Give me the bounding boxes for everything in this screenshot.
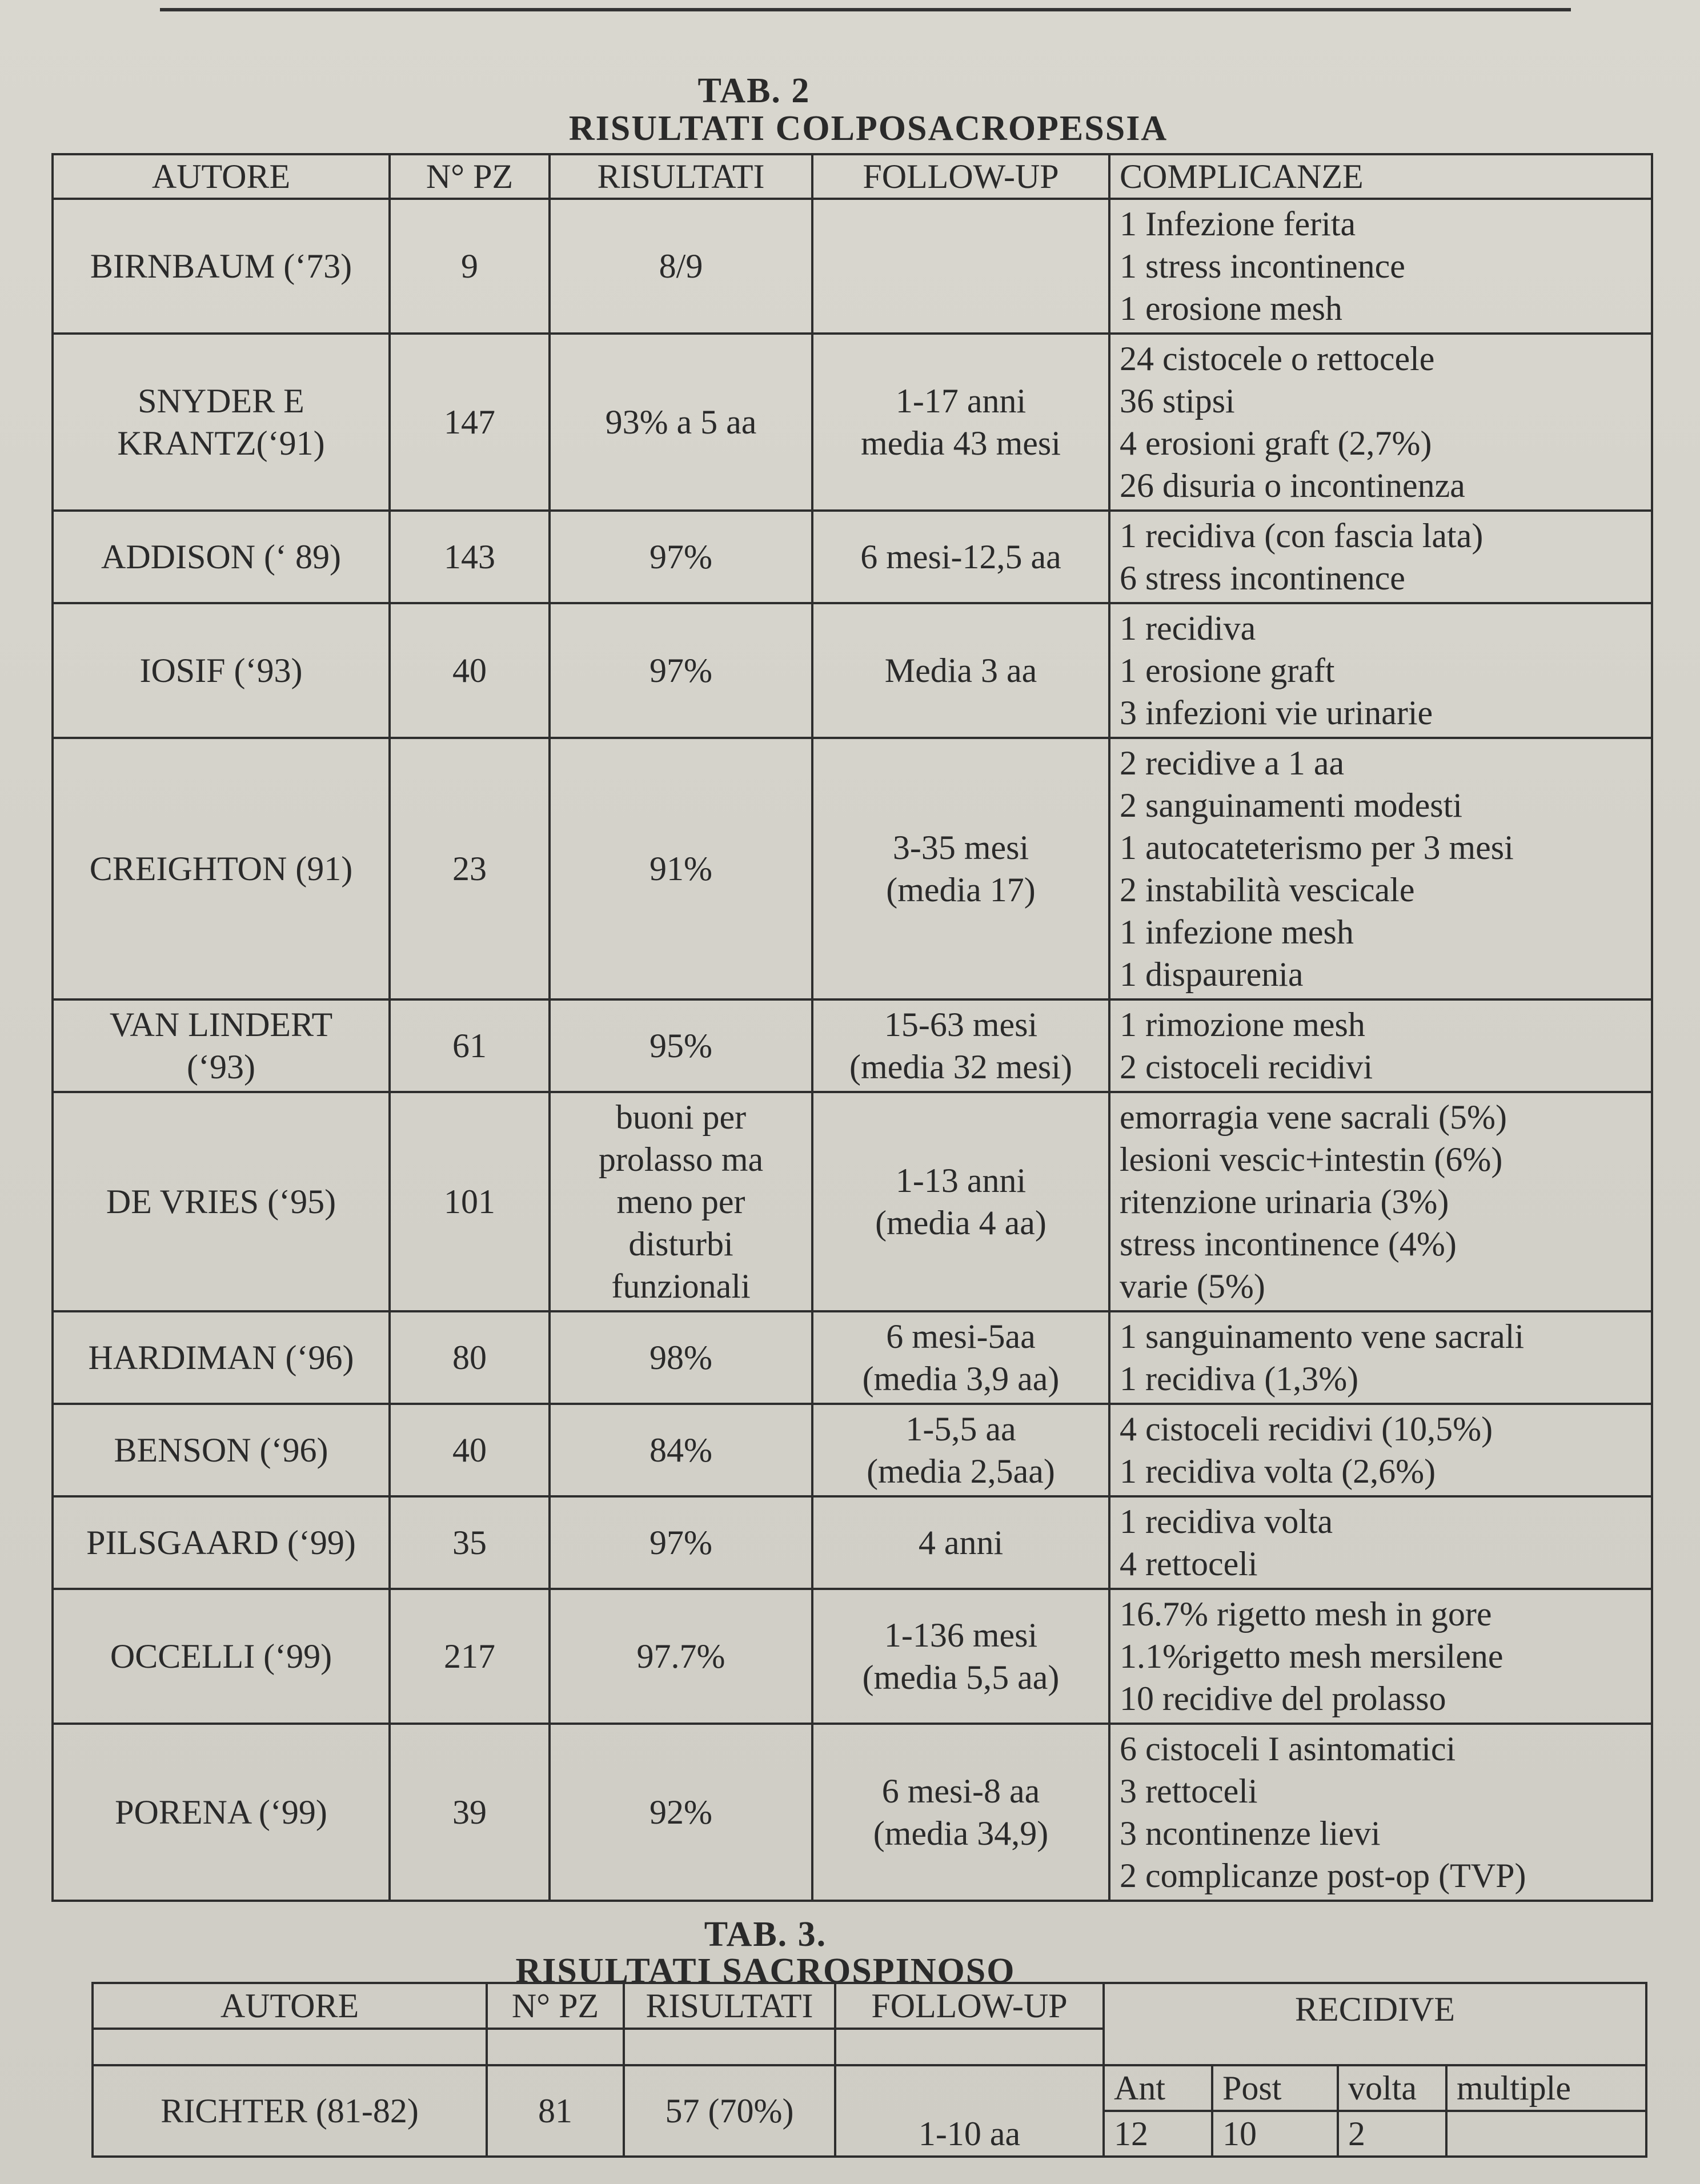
cell-autore (53, 199, 390, 334)
cell-autore-line: PORENA (‘99) (115, 1793, 327, 1831)
cell-autore-line: VAN LINDERT (109, 1006, 333, 1043)
table-row (53, 1092, 1652, 1311)
cell-complicanze-line: 1 sanguinamento vene sacrali (1120, 1318, 1525, 1355)
table-row (53, 999, 1652, 1092)
cell-followup (812, 1311, 1109, 1404)
cell-followup-line: 15-63 mesi (884, 1006, 1038, 1043)
cell-autore (53, 1589, 390, 1724)
cell-autore (53, 603, 390, 738)
cell-risultati-line: 84% (649, 1431, 712, 1469)
subheader-ant: Ant (1104, 2065, 1212, 2111)
cell-followup-line: (media 4 aa) (875, 1204, 1047, 1242)
cell-complicanze-line: 3 rettoceli (1120, 1772, 1258, 1810)
cell-risultati-line: disturbi (628, 1225, 733, 1263)
cell-complicanze-line: 6 cistoceli I asintomatici (1120, 1730, 1456, 1768)
cell-risultati-line: buoni per (615, 1098, 747, 1136)
cell-autore-line: KRANTZ(‘91) (117, 424, 325, 462)
cell-risultati-line: 97% (649, 538, 712, 576)
cell-autore (53, 738, 390, 999)
cell-complicanze-line: 16.7% rigetto mesh in gore (1120, 1595, 1492, 1633)
header-followup: FOLLOW-UP (812, 154, 1109, 199)
cell-complicanze-line: 4 erosioni graft (2,7%) (1120, 424, 1432, 462)
cell-complicanze (1109, 1496, 1652, 1589)
table-row (53, 1724, 1652, 1901)
cell-complicanze-line: emorragia vene sacrali (5%) (1120, 1098, 1507, 1136)
cell-autore-line: PILSGAARD (‘99) (86, 1524, 356, 1561)
cell-npz: 101 (390, 1092, 550, 1311)
cell-followup (812, 738, 1109, 999)
cell-risultati-line: 92% (649, 1793, 712, 1831)
cell-complicanze-line: ritenzione urinaria (3%) (1120, 1183, 1449, 1221)
cell-risultati-line: 93% a 5 aa (605, 403, 757, 441)
subheader-post: Post (1212, 2065, 1338, 2111)
cell-autore (53, 1092, 390, 1311)
cell-complicanze-line: 1 recidiva (1120, 609, 1256, 647)
cell-risultati (550, 1724, 812, 1901)
cell-multiple (1446, 2111, 1646, 2157)
table-row (53, 1311, 1652, 1404)
cell-followup (812, 1092, 1109, 1311)
cell-complicanze-line: 3 infezioni vie urinarie (1120, 694, 1433, 732)
cell-risultati (550, 1311, 812, 1404)
cell-complicanze-line: 26 disuria o incontinenza (1120, 467, 1465, 504)
tab2-body (53, 154, 1652, 1901)
cell-risultati (550, 199, 812, 334)
cell-risultati-line: 97.7% (636, 1637, 725, 1675)
cell-autore-line: BIRNBAUM (‘73) (90, 247, 352, 285)
cell-complicanze-line: 36 stipsi (1120, 382, 1235, 420)
cell-complicanze-line: 2 recidive a 1 aa (1120, 744, 1345, 782)
cell-npz: 40 (390, 1404, 550, 1496)
cell-followup (812, 1496, 1109, 1589)
cell-complicanze-line: 1 rimozione mesh (1120, 1006, 1365, 1043)
subheader-multiple: multiple (1446, 2065, 1646, 2111)
cell-complicanze (1109, 511, 1652, 603)
cell-risultati-line: prolasso ma (598, 1141, 764, 1178)
cell-followup-line: (media 5,5 aa) (862, 1659, 1060, 1696)
table-row (53, 1404, 1652, 1496)
cell-followup-line: (media 34,9) (873, 1814, 1049, 1852)
cell-complicanze-line: 10 recidive del prolasso (1120, 1680, 1446, 1717)
top-rule (160, 8, 1571, 11)
cell-npz: 217 (390, 1589, 550, 1724)
cell-autore-line: CREIGHTON (91) (89, 850, 353, 888)
cell-complicanze-line: 4 rettoceli (1120, 1545, 1258, 1583)
cell-risultati-line: 91% (649, 850, 712, 888)
cell-complicanze-line: 1 Infezione ferita (1120, 205, 1356, 243)
cell-complicanze-line: 2 instabilità vescicale (1120, 871, 1415, 909)
cell-complicanze-line: varie (5%) (1120, 1267, 1265, 1305)
table-row (53, 603, 1652, 738)
cell-autore (53, 334, 390, 511)
cell-complicanze-line: 1 erosione mesh (1120, 290, 1342, 327)
cell-followup-line: 1-17 anni (895, 382, 1027, 420)
cell-risultati (550, 1404, 812, 1496)
tab3-header-row (93, 1983, 1646, 2029)
cell-followup-line: 1-13 anni (895, 1162, 1027, 1199)
cell-autore-line: IOSIF (‘93) (139, 652, 303, 689)
cell-complicanze-line: 2 cistoceli recidivi (1120, 1048, 1373, 1086)
cell-complicanze-line: stress incontinence (4%) (1120, 1225, 1457, 1263)
cell-complicanze (1109, 999, 1652, 1092)
empty-cell (624, 2029, 835, 2065)
cell-complicanze-line: 1 recidiva (con fascia lata) (1120, 517, 1484, 555)
table-row (53, 199, 1652, 334)
cell-autore (53, 999, 390, 1092)
table-row (53, 738, 1652, 999)
cell-complicanze-line: 6 stress incontinence (1120, 559, 1405, 597)
cell-npz: 147 (390, 334, 550, 511)
cell-followup-line: media 43 mesi (861, 424, 1061, 462)
tab2-title: RISULTATI COLPOSACROPESSIA (568, 109, 1168, 148)
cell-autore-line: SNYDER E (138, 382, 304, 420)
tab3-data-row (93, 2065, 1646, 2111)
cell-npz: 80 (390, 1311, 550, 1404)
header-recidive (1104, 1983, 1646, 2065)
header-recidive-label: RECIDIVE (1295, 1990, 1455, 2028)
cell-followup (812, 1724, 1109, 1901)
cell-autore (53, 1724, 390, 1901)
cell-npz: 40 (390, 603, 550, 738)
cell-complicanze (1109, 1311, 1652, 1404)
cell-npz: 61 (390, 999, 550, 1092)
cell-autore (53, 1496, 390, 1589)
cell-followup (812, 999, 1109, 1092)
cell-risultati (550, 1092, 812, 1311)
cell-risultati-line: 98% (649, 1339, 712, 1376)
cell-npz: 39 (390, 1724, 550, 1901)
cell-autore (53, 1311, 390, 1404)
cell-complicanze-line: 1 recidiva (1,3%) (1120, 1360, 1359, 1398)
cell-risultati-line: funzionali (611, 1267, 751, 1305)
cell-risultati (550, 511, 812, 603)
cell-npz: 35 (390, 1496, 550, 1589)
cell-followup-line: 1-136 mesi (884, 1616, 1038, 1654)
cell-complicanze-line: 1 dispaurenia (1120, 956, 1304, 993)
cell-complicanze-line: 24 cistocele o rettocele (1120, 340, 1435, 378)
tab3-title: RISULTATI SACROSPINOSO (515, 1952, 1016, 1990)
cell-followup-line: 1-5,5 aa (905, 1410, 1016, 1448)
cell-complicanze-line: 1 infezione mesh (1120, 913, 1354, 951)
cell-ant: 12 (1104, 2111, 1212, 2157)
cell-followup-line: (media 32 mesi) (849, 1048, 1072, 1086)
table-row (53, 334, 1652, 511)
cell-complicanze-line: 1.1%rigetto mesh mersilene (1120, 1637, 1503, 1675)
cell-volta: 2 (1338, 2111, 1446, 2157)
cell-risultati-line: meno per (616, 1183, 745, 1221)
cell-followup: 1-10 aa (835, 2065, 1104, 2157)
cell-complicanze-line: 1 recidiva volta (2,6%) (1120, 1452, 1436, 1490)
cell-autore-line: BENSON (‘96) (114, 1431, 328, 1469)
cell-risultati-line: 95% (649, 1027, 712, 1065)
cell-followup-line: (media 17) (886, 871, 1036, 909)
cell-followup (812, 511, 1109, 603)
cell-risultati (550, 334, 812, 511)
cell-risultati-line: 97% (649, 1524, 712, 1561)
cell-complicanze (1109, 738, 1652, 999)
cell-autore-line: HARDIMAN (‘96) (88, 1339, 354, 1376)
cell-followup-line: Media 3 aa (884, 652, 1037, 689)
cell-autore-line: DE VRIES (‘95) (106, 1183, 336, 1221)
cell-complicanze-line: 2 sanguinamenti modesti (1120, 786, 1462, 824)
subheader-volta: volta (1338, 2065, 1446, 2111)
cell-followup (812, 1589, 1109, 1724)
tab3-number: TAB. 3. (704, 1915, 827, 1954)
tab3-table (91, 1982, 1647, 2158)
cell-autore (53, 511, 390, 603)
cell-npz: 143 (390, 511, 550, 603)
tab2-header-row (53, 154, 1652, 199)
cell-risultati (550, 738, 812, 999)
header-risultati: RISULTATI (550, 154, 812, 199)
header-autore: AUTORE (93, 1983, 487, 2029)
cell-npz: 81 (487, 2065, 624, 2157)
cell-complicanze-line: 4 cistoceli recidivi (10,5%) (1120, 1410, 1493, 1448)
empty-cell (487, 2029, 624, 2065)
cell-followup (812, 334, 1109, 511)
header-followup: FOLLOW-UP (835, 1983, 1104, 2029)
cell-autore: RICHTER (81-82) (93, 2065, 487, 2157)
cell-followup-line: (media 2,5aa) (867, 1452, 1055, 1490)
cell-followup (812, 1404, 1109, 1496)
header-npz: N° PZ (487, 1983, 624, 2029)
cell-autore-line: OCCELLI (‘99) (110, 1637, 332, 1675)
table-row (53, 1589, 1652, 1724)
cell-complicanze (1109, 1404, 1652, 1496)
empty-cell (835, 2029, 1104, 2065)
cell-risultati (550, 603, 812, 738)
cell-followup-line: 6 mesi-8 aa (881, 1772, 1040, 1810)
cell-complicanze (1109, 603, 1652, 738)
cell-followup (812, 199, 1109, 334)
cell-followup-line: (media 3,9 aa) (862, 1360, 1060, 1398)
cell-autore-line: (‘93) (187, 1048, 255, 1086)
header-npz: N° PZ (390, 154, 550, 199)
cell-complicanze-line: 1 recidiva volta (1120, 1503, 1333, 1540)
cell-post: 10 (1212, 2111, 1338, 2157)
cell-risultati (550, 1496, 812, 1589)
cell-complicanze (1109, 334, 1652, 511)
tab2-table (51, 153, 1653, 1902)
header-risultati: RISULTATI (624, 1983, 835, 2029)
cell-followup-line: 3-35 mesi (892, 829, 1029, 866)
cell-followup-line: 6 mesi-5aa (886, 1318, 1036, 1355)
cell-followup (812, 603, 1109, 738)
cell-followup-line: 6 mesi-12,5 aa (860, 538, 1061, 576)
cell-autore-line: ADDISON (‘ 89) (101, 538, 341, 576)
cell-complicanze (1109, 1589, 1652, 1724)
cell-complicanze (1109, 199, 1652, 334)
table-row (53, 511, 1652, 603)
cell-autore (53, 1404, 390, 1496)
cell-complicanze-line: lesioni vescic+intestin (6%) (1120, 1141, 1503, 1178)
cell-complicanze-line: 3 ncontinenze lievi (1120, 1814, 1381, 1852)
cell-risultati-line: 97% (649, 652, 712, 689)
tab2-number: TAB. 2 (697, 71, 811, 110)
cell-npz: 9 (390, 199, 550, 334)
cell-complicanze-line: 1 autocateterismo per 3 mesi (1120, 829, 1514, 866)
cell-risultati: 57 (70%) (624, 2065, 835, 2157)
empty-cell (93, 2029, 487, 2065)
cell-complicanze (1109, 1724, 1652, 1901)
cell-risultati-line: 8/9 (659, 247, 703, 285)
cell-complicanze-line: 1 stress incontinence (1120, 247, 1405, 285)
cell-complicanze-line: 1 erosione graft (1120, 652, 1335, 689)
header-complicanze: COMPLICANZE (1109, 154, 1652, 199)
cell-complicanze (1109, 1092, 1652, 1311)
cell-risultati (550, 999, 812, 1092)
cell-followup-line: 4 anni (918, 1524, 1004, 1561)
table-row (53, 1496, 1652, 1589)
cell-complicanze-line: 2 complicanze post-op (TVP) (1120, 1857, 1526, 1894)
header-autore: AUTORE (53, 154, 390, 199)
cell-risultati (550, 1589, 812, 1724)
cell-npz: 23 (390, 738, 550, 999)
